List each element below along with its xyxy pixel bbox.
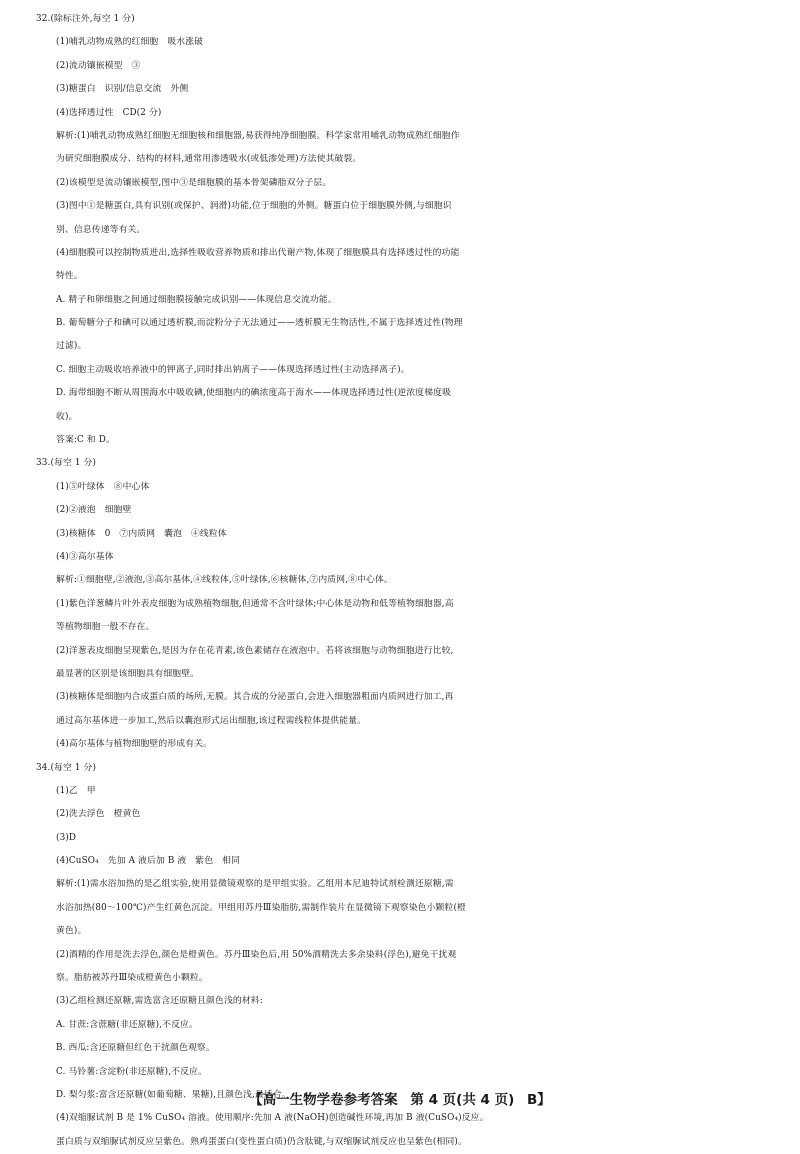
explanation-line: 答案:C 和 D。 [56,435,115,446]
explanation-line: B. 葡萄糖分子和碘可以通过透析膜,而淀粉分子无法通过——透析膜无生物活性,不属于选择透过性(物理 [56,318,463,329]
explanation-line: 解析:①细胞壁,②液泡,③高尔基体,④线粒体,⑤叶绿体,⑥核糖体,⑦内质网,⑧中心体。 [56,575,393,586]
explanation-line: 水浴加热(80～100℃)产生红黄色沉淀。甲组用苏丹Ⅲ染脂肪,需制作装片在显微镜下观察染色小颗粒(橙 [56,902,466,913]
answer-line: (1)乙 甲 [56,785,96,796]
explanation-line: D. 梨匀浆:富含还原糖(如葡萄糖、果糖),且颜色浅,最适合。 [56,1089,291,1100]
explanation-line: 通过高尔基体进一步加工,然后以囊泡形式运出细胞,该过程需线粒体提供能量。 [56,715,367,726]
explanation-line: D. 海带细胞不断从周围海水中吸收碘,使细胞内的碘浓度高于海水——体现选择透过性(逆浓度梯度吸 [56,388,452,399]
answer-line: (4)CuSO₄ 先加 A 液后加 B 液 紫色 相同 [56,856,241,867]
explanation-line: 察。脂肪被苏丹Ⅲ染成橙黄色小颗粒。 [56,973,208,984]
answer-line: (1)哺乳动物成熟的红细胞 吸水涨破 [56,37,204,48]
explanation-line: (4)双缩脲试剂 B 是 1% CuSO₄ 溶液。使用顺序:先加 A 液(NaOH)创造碱性环境,再加 B 液(CuSO₄)反应。 [56,1113,489,1124]
explanation-line: A. 甘蔗:含蔗糖(非还原糖),不反应。 [56,1019,198,1030]
question-number: 32.(除标注外,每空 1 分) [36,14,135,24]
explanation-line: 特性。 [56,271,83,282]
explanation-line: 过滤)。 [56,341,87,352]
answer-line: (2)洗去浮色 橙黄色 [56,809,141,820]
explanation-line: 别、信息传递等有关。 [56,224,146,235]
answer-line: (2)流动镶嵌模型 ③ [56,60,141,71]
question-number: 34.(每空 1 分) [36,762,97,773]
answer-line: (2)②液泡 细胞壁 [56,505,132,516]
explanation-line: 收)。 [56,411,78,422]
footer-version: B】 [527,1092,551,1108]
explanation-line: (3)乙组检测还原糖,需选富含还原糖且颜色浅的材料: [56,996,263,1007]
answer-line: (4)③高尔基体 [56,551,114,562]
footer-page-number: 第 4 页(共 4 页) [410,1092,515,1108]
footer-title: 【高一生物学卷参考答案 [249,1092,398,1108]
explanation-line: (4)细胞膜可以控制物质进出,选择性吸收营养物质和排出代谢产物,体现了细胞膜具有选择透过性的功能 [56,247,460,258]
page-footer [0,1088,800,1108]
explanation-line: 等植物细胞一般不存在。 [56,622,155,633]
answer-line: (1)⑤叶绿体 ⑧中心体 [56,481,150,492]
explanation-line: (2)该模型是流动镶嵌模型,图中③是细胞膜的基本骨架磷脂双分子层。 [56,177,332,188]
explanation-line: C. 马铃薯:含淀粉(非还原糖),不反应。 [56,1066,207,1077]
answer-line: (3)糖蛋白 识别/信息交流 外侧 [56,84,189,95]
explanation-line: (2)酒精的作用是洗去浮色,颜色是橙黄色。苏丹Ⅲ染色后,用 50%酒精洗去多余染料(浮色),避免干扰观 [56,949,457,960]
explanation-line: 为研究细胞膜成分、结构的材料,通常用渗透吸水(或低渗处理)方法使其破裂。 [56,154,362,165]
explanation-line: B. 西瓜:含还原糖但红色干扰颜色观察。 [56,1043,215,1054]
explanation-line: 黄色)。 [56,926,87,937]
answer-line: (3)D [56,832,77,843]
explanation-line: (3)核糖体是细胞内合成蛋白质的场所,无膜。其合成的分泌蛋白,会进入细胞器粗面内质网进行加工,再 [56,692,454,703]
explanation-line: (3)图中①是糖蛋白,具有识别(或保护、润滑)功能,位于细胞的外侧。糖蛋白位于细胞膜外侧,与细胞识 [56,201,452,212]
answer-line: (3)核糖体 0 ⑦内质网 囊泡 ④线粒体 [56,528,227,539]
explanation-line: (1)紫色洋葱鳞片叶外表皮细胞为成熟植物细胞,但通常不含叶绿体;中心体是动物和低等植物细胞器,高 [56,598,454,609]
explanation-line: C. 细胞主动吸收培养液中的钾离子,同时排出钠离子——体现选择透过性(主动选择离子)。 [56,364,410,375]
explanation-line: 最显著的区别是该细胞具有细胞壁。 [56,668,200,679]
explanation-line: (2)洋葱表皮细胞呈现紫色,是因为存在花青素,该色素储存在液泡中。若将该细胞与动物细胞进行比较, [56,645,454,656]
explanation-line: 解析:(1)需水浴加热的是乙组实验,使用显微镜观察的是甲组实验。乙组用本尼迪特试剂检测还原糖,需 [56,879,454,890]
explanation-line: 蛋白质与双缩脲试剂反应呈紫色。熟鸡蛋蛋白(变性蛋白质)仍含肽键,与双缩脲试剂反应也呈紫色(相同)。 [56,1136,467,1147]
answer-line: (4)选择透过性 CD(2 分) [56,107,162,118]
question-number: 33.(每空 1 分) [36,458,97,469]
explanation-line: 解析:(1)哺乳动物成熟红细胞无细胞核和细胞器,易获得纯净细胞膜。科学家常用哺乳动物成熟红细胞作 [56,130,460,141]
answer-document [0,8,800,1154]
explanation-line: (4)高尔基体与植物细胞壁的形成有关。 [56,739,213,750]
explanation-line: A. 精子和卵细胞之间通过细胞膜接触完成识别——体现信息交流功能。 [56,294,337,305]
